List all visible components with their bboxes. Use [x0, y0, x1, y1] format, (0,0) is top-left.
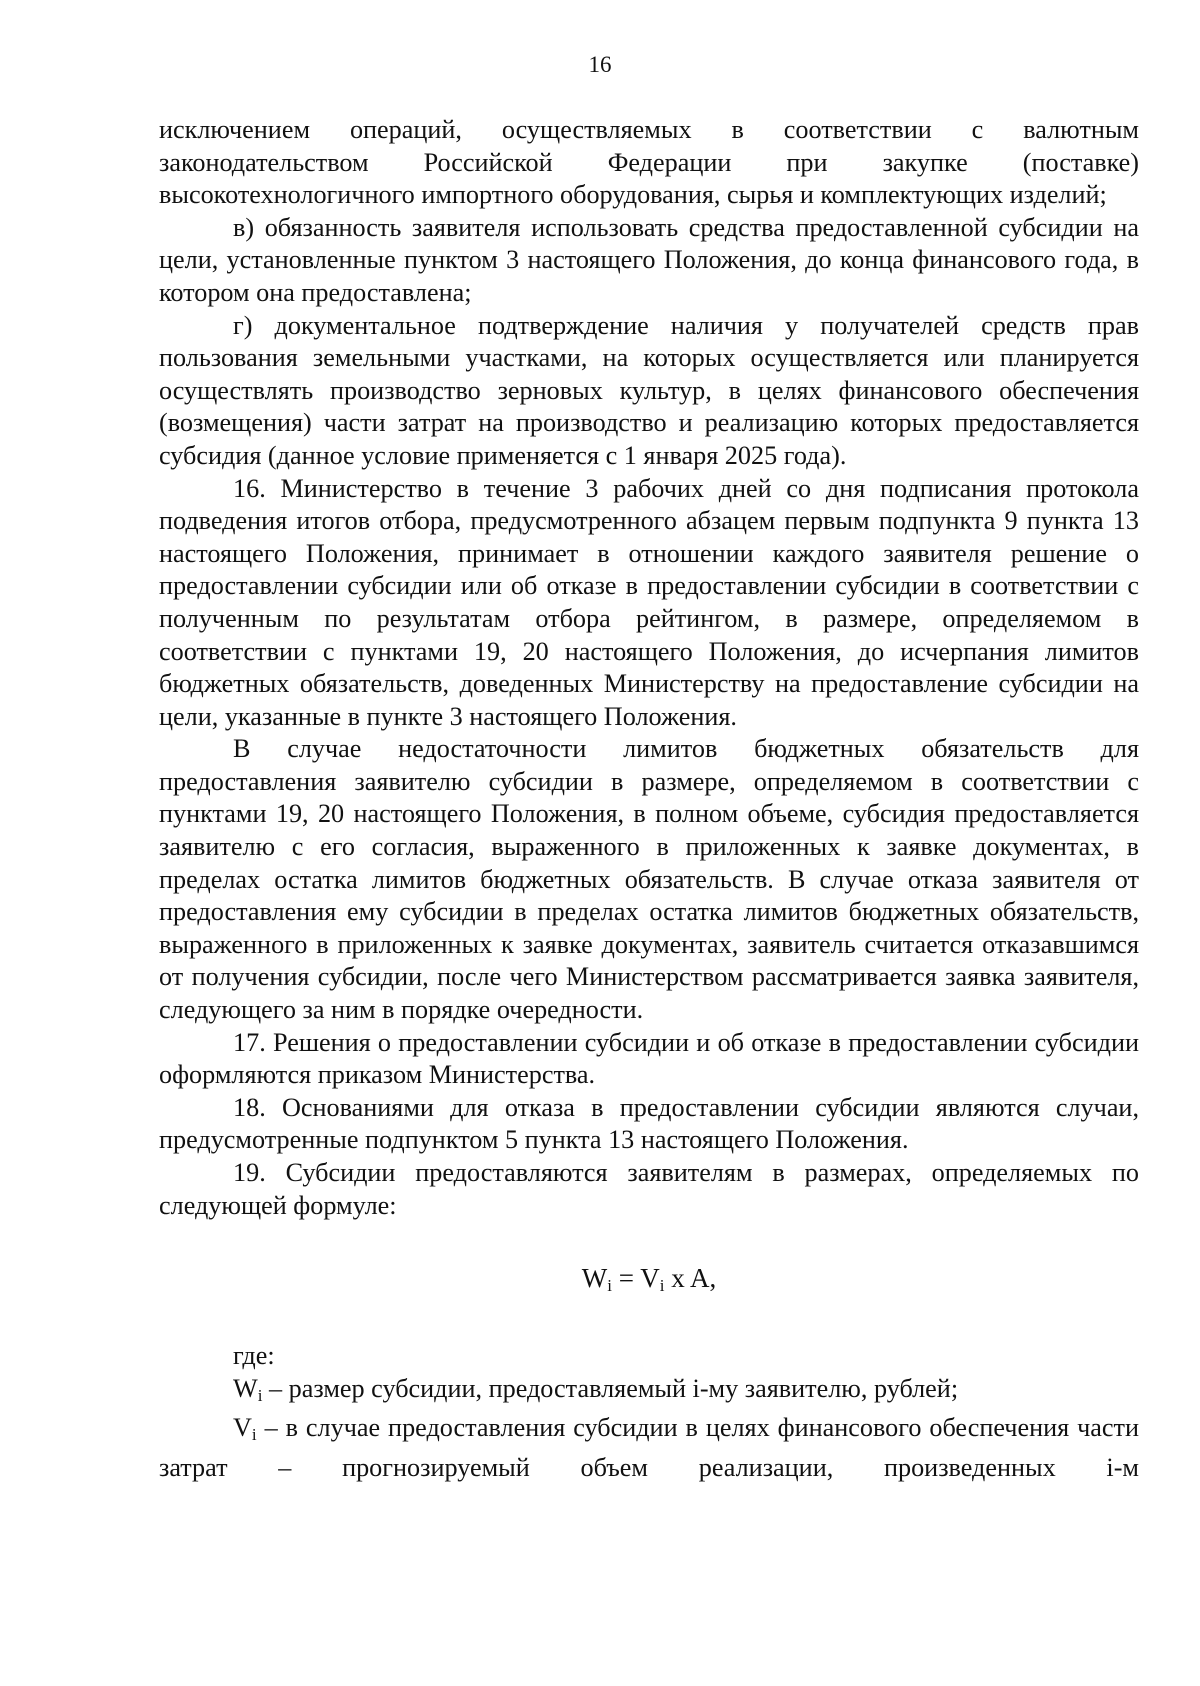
subsidy-formula: [159, 1258, 1139, 1306]
formula-v-subscript: i: [659, 1276, 665, 1296]
paragraph-17: 17. Решения о предоставлении субсидии и об отказе в предоставлении субсидии оформляются приказом Министерства.: [159, 1027, 1139, 1090]
definition-w-subscript: i: [257, 1385, 263, 1405]
paragraph-continuation: исключением операций, осуществляемых в соответствии с валютным законодательством Российской Федерации при закупке (поставке) высокотехнологичного импортного оборудования, сырья и комплектующих изделий;: [159, 115, 1139, 210]
formula-equals: =: [611, 1263, 641, 1294]
page-number: 16: [588, 52, 612, 77]
document-body: [159, 114, 1139, 1485]
formula-v: V: [640, 1263, 660, 1294]
paragraph-16: 16. Министерство в течение 3 рабочих дней со дня подписания протокола подведения итогов отбора, предусмотренного абзацем первым подпункта 9 пункта 13 настоящего Положения, принимает в отношении каждого заявителя решение о предоставлении субсидии или об отказе в предоставлении субсидии в соответствии с полученным по результатам отбора рейтингом, в размере, определяемом в соответствии с пунктами 19, 20 настоящего Положения, до исчерпания лимитов бюджетных обязательств, доведенных Министерству на предоставление субсидии на цели, указанные в пункте 3 настоящего Положения.: [159, 473, 1139, 731]
definition-w-symbol: W: [233, 1373, 258, 1403]
definition-w-text: – размер субсидии, предоставляемый i-му заявителю, рублей;: [262, 1373, 959, 1403]
formula-w: W: [581, 1263, 608, 1294]
paragraph-item-g: г) документальное подтверждение наличия у получателей средств прав пользования земельными участками, на которых осуществляется или планируется осуществлять производство зерновых культур, в целях финансового обеспечения (возмещения) части затрат на производство и реализацию которых предоставляется субсидия (данное условие применяется с 1 января 2025 года).: [159, 310, 1139, 470]
definition-v: [159, 1412, 1139, 1484]
formula-w-subscript: i: [607, 1276, 612, 1296]
definition-v-text: – в случае предоставления субсидии в целях финансового обеспечения части затрат – прогнозируемый объем реализации, произведенных i-м: [159, 1413, 1139, 1482]
paragraph-16-insufficient-limits: В случае недостаточности лимитов бюджетных обязательств для предоставления заявителю субсидии в размере, определяемом в соответствии с пунктами 19, 20 настоящего Положения, в полном объеме, субсидия предоставляется заявителю с его согласия, выраженного в приложенных к заявке документах, в пределах остатка лимитов бюджетных обязательств. В случае отказа заявителя от предоставления ему субсидии в пределах остатка лимитов бюджетных обязательств, выраженного в приложенных к заявке документах, заявитель считается отказавшимся от получения субсидии, после чего Министерством рассматривается заявка заявителя, следующего за ним в порядке очередности.: [159, 734, 1139, 1025]
paragraph-18: 18. Основаниями для отказа в предоставлении субсидии являются случаи, предусмотренные подпунктом 5 пункта 13 настоящего Положения.: [159, 1092, 1139, 1155]
definition-w: [159, 1373, 1139, 1413]
where-label: где:: [233, 1341, 275, 1371]
definition-v-symbol: V: [233, 1413, 252, 1443]
definition-v-subscript: i: [251, 1425, 257, 1445]
paragraph-19: 19. Субсидии предоставляются заявителям в размерах, определяемых по следующей формуле:: [159, 1158, 1139, 1220]
formula-rest: x A,: [664, 1263, 717, 1294]
paragraph-item-v: в) обязанность заявителя использовать средства предоставленной субсидии на цели, установленные пунктом 3 настоящего Положения, до конца финансового года, в котором она предоставлена;: [159, 212, 1139, 307]
